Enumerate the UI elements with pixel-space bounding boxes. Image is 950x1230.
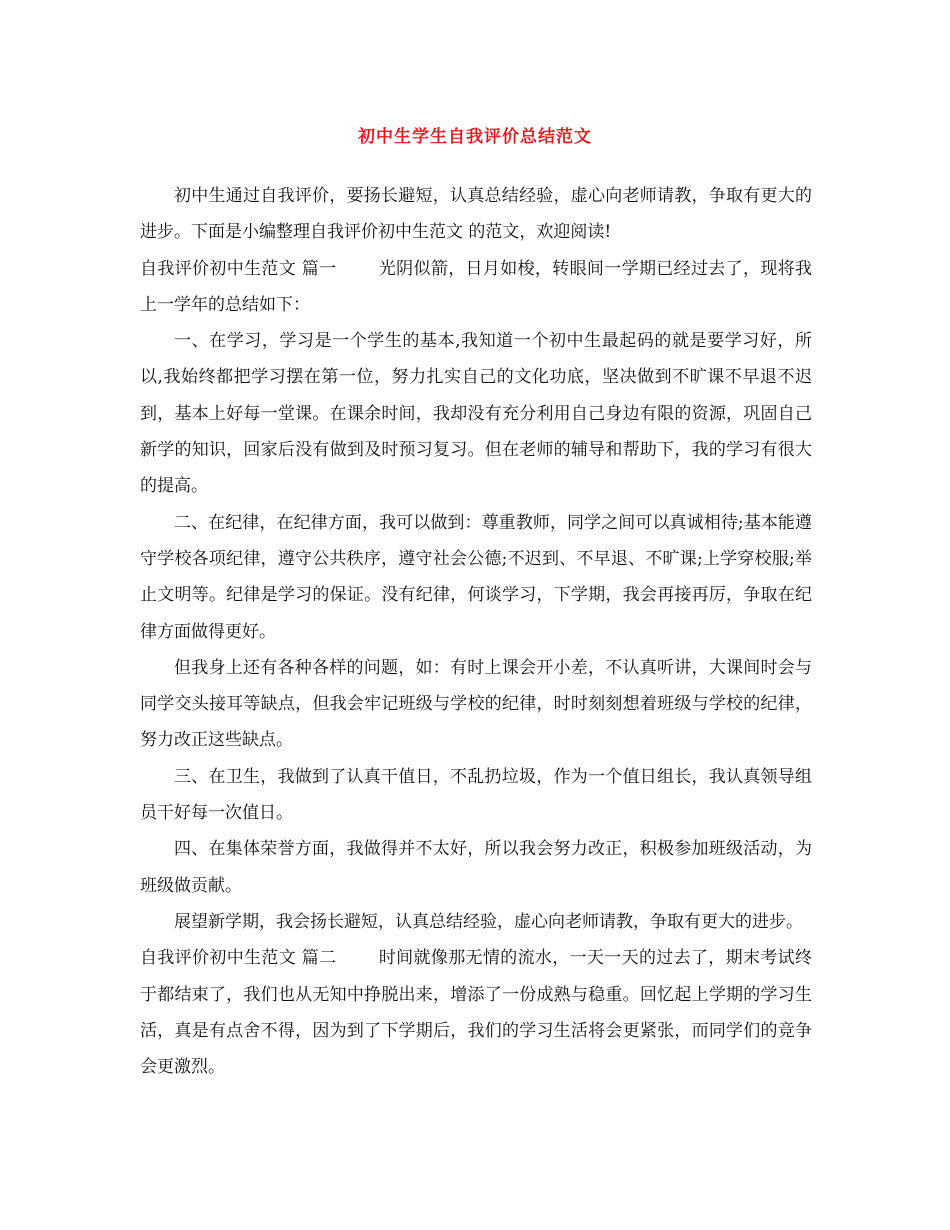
section-1-heading: 自我评价初中生范文 篇一 — [140, 258, 337, 279]
section-2-opening — [140, 940, 812, 1085]
section-2-heading: 自我评价初中生范文 篇二 — [140, 948, 337, 969]
document-body — [140, 178, 812, 1085]
intro-paragraph: 初中生通过自我评价，要扬长避短，认真总结经验，虚心向老师请教，争取有更大的进步。下面是小编整理自我评价初中生范文 的范文，欢迎阅读! — [140, 186, 812, 243]
study-paragraph: 一、在学习，学习是一个学生的基本,我知道一个初中生最起码的就是要学习好，所以,我始终都把学习摆在第一位，努力扎实自己的文化功底，坚决做到不旷课不早退不迟到，基本上好每一堂课。在课余时间，我却没有充分利用自己身边有限的资源，巩固自己新学的知识，回家后没有做到及时预习复习。但在老师的辅导和帮助下，我的学习有很大的提高。 — [140, 331, 812, 497]
hygiene-paragraph: 三、在卫生，我做到了认真干值日，不乱扔垃圾，作为一个值日组长，我认真领导组员干好每一次值日。 — [140, 766, 812, 824]
collective-honor-paragraph: 四、在集体荣誉方面，我做得并不太好，所以我会努力改正，积极参加班级活动，为班级做贡献。 — [140, 839, 812, 896]
discipline-paragraph: 二、在纪律，在纪律方面，我可以做到：尊重教师，同学之间可以真诚相待;基本能遵守学校各项纪律，遵守公共秩序，遵守社会公德;不迟到、不早退、不旷课;上学穿校服;举止文明等。纪律是学习的保证。没有纪律，何谈学习，下学期，我会再接再厉，争取在纪律方面做得更好。 — [140, 512, 812, 642]
section-2-lead: 时间就像那无情的流水，一天一天的过去了，期末考试终于都结束了，我们也从无知中挣脱出来，增添了一份成熟与稳重。回忆起上学期的学习生活，真是有点舍不得，因为到了下学期后，我们的学习生活将会更紧张，而同学们的竞争会更激烈。 — [140, 948, 813, 1078]
section-1-opening — [140, 251, 812, 324]
document-title: 初中生学生自我评价总结范文 — [358, 127, 592, 147]
problems-paragraph: 但我身上还有各种各样的问题，如：有时上课会开小差，不认真听讲，大课间时会与同学交头接耳等缺点，但我会牢记班级与学校的纪律，时时刻刻想着班级与学校的纪律，努力改正这些缺点。 — [140, 657, 812, 751]
section-1-lead: 光阴似箭，日月如梭，转眼间一学期已经过去了，现将我上一学年的总结如下： — [140, 258, 813, 315]
outlook-paragraph: 展望新学期，我会扬长避短，认真总结经验，虚心向老师请教，争取有更大的进步。 — [174, 911, 803, 932]
